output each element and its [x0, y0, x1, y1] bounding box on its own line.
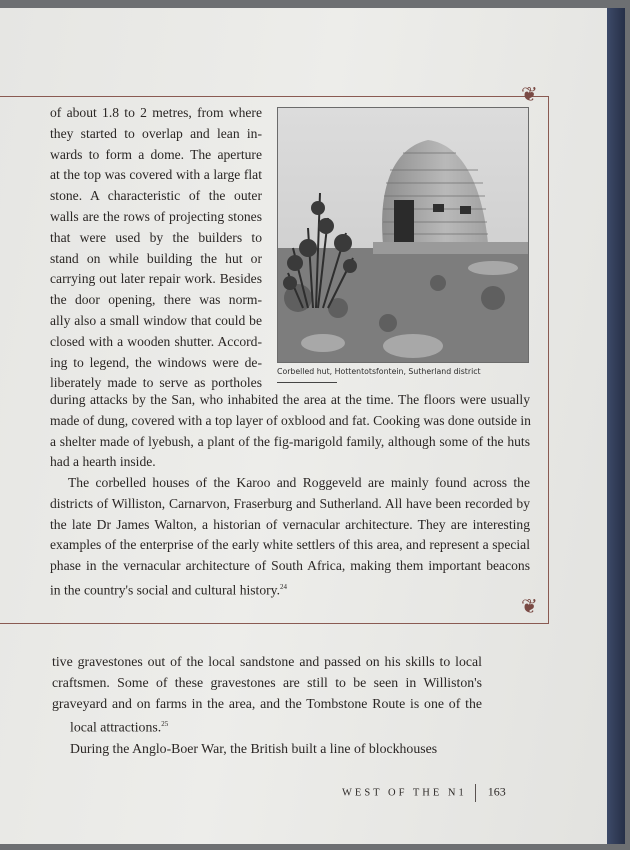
text-line: ing to legend, the windows were de-	[50, 354, 262, 370]
text-line: During the Anglo-Boer War, the British built a line of blockhouses	[70, 740, 438, 756]
text-line: a shelter made of lyebush, a plant of the fig-marigold family, although some of the huts	[50, 433, 530, 449]
text-line: during attacks by the San, who inhabited the area at the time. The floors were usually	[50, 392, 530, 407]
text-line: had a hearth inside.	[50, 454, 156, 470]
text-line: tive gravestones out of the local sandstone and passed on his skills to local	[52, 654, 482, 669]
text-line: at the top was covered with a large flat	[50, 167, 262, 183]
text-line: phase in the vernacular architecture of South Africa, making them important beacons	[50, 558, 530, 574]
page-number: 163	[487, 784, 506, 799]
paragraph-text	[50, 473, 530, 601]
text-line: wards to form a dome. The aperture	[50, 146, 262, 162]
next-page-text	[52, 651, 482, 759]
text-line: carrying out later repair work. Besides	[50, 271, 262, 287]
flourish-ornament-icon: ❦	[521, 82, 538, 106]
text-line: ally also a small window that could be	[50, 312, 262, 328]
corbelled-hut-photo	[277, 107, 529, 363]
text-line: graveyard and on farms in the area, and the Tombstone Route is one of the	[52, 696, 482, 711]
text-line: closed with a wooden shutter. Accord-	[50, 333, 262, 349]
text-line: that were used by the builders to	[50, 229, 262, 245]
text-line: made of dung, covered with a top layer of oxblood and fat. Cooking was done outside in	[50, 412, 531, 428]
running-header-title: WEST OF THE N1	[342, 787, 467, 799]
text-line: examples of the enterprise of the early white settlers of this area, and represent a special	[50, 537, 530, 553]
narrow-column-text	[50, 103, 262, 394]
text-line: they started to overlap and lean in-	[50, 125, 262, 141]
text-line: local attractions.	[70, 719, 162, 735]
text-line: stand on while building the hut or	[50, 250, 262, 266]
text-line: the late Dr James Walton, a historian of vernacular architecture. They are interesting	[50, 516, 530, 532]
text-line: in the country's social and cultural history.	[50, 582, 280, 598]
text-line: liberately made to serve as portholes	[50, 375, 262, 391]
text-line: craftsmen. Some of these gravestones are still to be seen in Williston's	[52, 675, 482, 690]
text-line-with-footnote	[52, 714, 482, 738]
photo-caption: Corbelled hut, Hottentotsfontein, Sutherland district	[277, 367, 481, 376]
book-cover-edge	[607, 8, 625, 844]
running-footer	[342, 784, 506, 802]
text-line: walls are the rows of projecting stones	[50, 208, 262, 224]
text-line: stone. A characteristic of the outer	[50, 188, 262, 204]
flourish-ornament-icon: ❦	[521, 594, 538, 618]
caption-rule	[277, 382, 337, 383]
footnote-marker: 25	[161, 720, 169, 728]
text-line: the door opening, there was norm-	[50, 292, 262, 308]
full-width-text	[50, 390, 530, 473]
footer-divider	[475, 784, 476, 802]
text-line: districts of Williston, Carnarvon, Fraserburg and Sutherland. All have been recorded by	[50, 495, 530, 511]
text-line-with-footnote	[50, 577, 530, 601]
text-line: The corbelled houses of the Karoo and Roggeveld are mainly found across the	[68, 475, 530, 490]
footnote-marker: 24	[279, 582, 287, 591]
text-line: of about 1.8 to 2 metres, from where	[50, 105, 262, 120]
